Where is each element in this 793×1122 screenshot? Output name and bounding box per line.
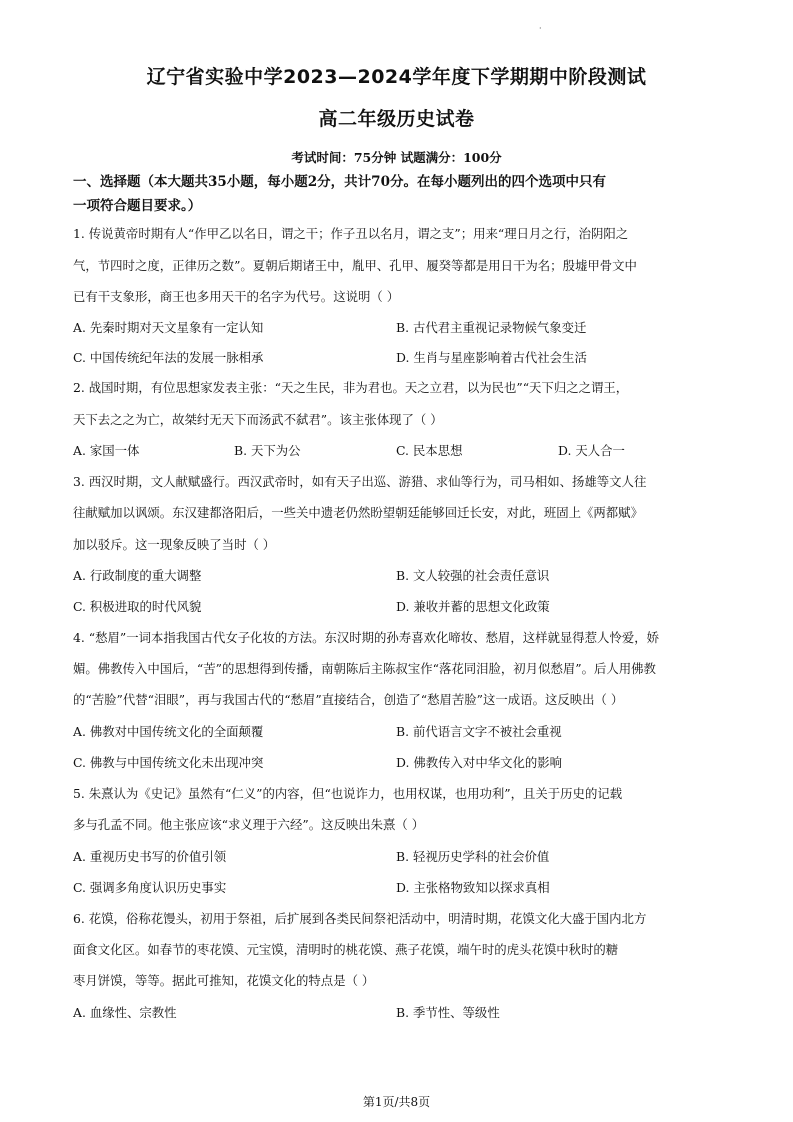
q2-option-d[interactable]: D. 天人合一 [558, 443, 625, 458]
q2-stem-line1: 2. 战国时期，有位思想家发表主张：“天之生民，非为君也。天之立君，以为民也”“天下归之之谓王， [73, 380, 629, 395]
q6-option-a[interactable]: A. 血缘性、宗教性 [73, 1005, 177, 1020]
q1-stem-line3: 已有干支象形，商王也多用天干的名字为代号。这说明（ ） [73, 289, 400, 304]
page-number: 第1页/共8页 [362, 1095, 431, 1109]
q1-stem-line2: 气，节四时之度，正律历之数”。夏朝后期诸王中，胤甲、孔甲、履癸等都是用日干为名；殷墟甲骨文中 [73, 258, 637, 273]
q4-option-a[interactable]: A. 佛教对中国传统文化的全面颠覆 [73, 724, 264, 739]
q1-option-b[interactable]: B. 古代君主重视记录物候气象变迁 [396, 320, 587, 335]
q5-option-d[interactable]: D. 主张格物致知以探求真相 [396, 880, 550, 895]
exam-title-line1: 辽宁省实验中学2023—2024学年度下学期期中阶段测试 [146, 66, 647, 88]
q5-option-a[interactable]: A. 重视历史书写的价值引领 [73, 849, 227, 864]
q1-option-a[interactable]: A. 先秦时期对天文星象有一定认知 [73, 320, 264, 335]
section-heading-line2: 一项符合题目要求。） [73, 198, 202, 214]
q3-stem-line2: 往献赋加以讽颂。东汉建都洛阳后，一些关中遗老仍然盼望朝廷能够回迁长安，对此，班固上《两都赋》 [73, 505, 643, 520]
q4-option-b[interactable]: B. 前代语言文字不被社会重视 [396, 724, 562, 739]
scan-speck: · [539, 24, 542, 33]
q3-option-d[interactable]: D. 兼收并蓄的思想文化政策 [396, 599, 550, 614]
q1-option-d[interactable]: D. 生肖与星座影响着古代社会生活 [396, 350, 587, 365]
q5-option-c[interactable]: C. 强调多角度认识历史事实 [73, 880, 227, 895]
q2-option-a[interactable]: A. 家国一体 [73, 443, 140, 458]
q2-stem-line2: 天下去之之为亡，故桀纣无天下而汤武不弑君”。该主张体现了（ ） [73, 412, 443, 427]
q4-option-c[interactable]: C. 佛教与中国传统文化未出现冲突 [73, 755, 264, 770]
q4-stem-line1: 4. “愁眉”一词本指我国古代女子化妆的方法。东汉时期的孙寿喜欢化啼妆、愁眉，这样就显得惹人怜爱，娇 [73, 630, 660, 645]
q1-option-c[interactable]: C. 中国传统纪年法的发展一脉相承 [73, 350, 264, 365]
q5-stem-line1: 5. 朱熹认为《史记》虽然有“仁义”的内容，但“也说诈力，也用权谋，也用功利”，且关于历史的记载 [73, 786, 623, 801]
q3-stem-line1: 3. 西汉时期，文人献赋盛行。西汉武帝时，如有天子出巡、游猎、求仙等行为，司马相如、扬雄等文人往 [73, 474, 647, 489]
q1-stem-line1: 1. 传说黄帝时期有人“作甲乙以名日，谓之干；作子丑以名月，谓之支”；用来“理日月之行，治阴阳之 [73, 226, 629, 241]
q6-stem-line3: 枣月饼馍，等等。据此可推知，花馍文化的特点是（ ） [73, 973, 375, 988]
q4-stem-line3: 的“苦脸”代替“泪眼”，再与我国古代的“愁眉”直接结合，创造了“愁眉苦脸”这一成语。这反映出（ ） [73, 692, 624, 707]
q6-option-b[interactable]: B. 季节性、等级性 [396, 1005, 500, 1020]
q5-option-b[interactable]: B. 轻视历史学科的社会价值 [396, 849, 550, 864]
q3-option-a[interactable]: A. 行政制度的重大调整 [73, 568, 202, 583]
q3-option-c[interactable]: C. 积极进取的时代风貌 [73, 599, 202, 614]
q3-stem-line3: 加以驳斥。这一现象反映了当时（ ） [73, 537, 276, 552]
q4-option-d[interactable]: D. 佛教传入对中华文化的影响 [396, 755, 563, 770]
q3-option-b[interactable]: B. 文人较强的社会责任意识 [396, 568, 550, 583]
exam-title-line2: 高二年级历史试卷 [318, 108, 475, 130]
q2-option-b[interactable]: B. 天下为公 [234, 443, 301, 458]
q6-stem-line1: 6. 花馍，俗称花馒头，初用于祭祖，后扩展到各类民间祭祀活动中，明清时期，花馍文化大盛于国内北方 [73, 911, 647, 926]
exam-info: 考试时间：75分钟 试题满分：100分 [291, 150, 502, 165]
section-heading-line1: 一、选择题（本大题共35小题，每小题2分，共计70分。在每小题列出的四个选项中只有 [73, 174, 606, 190]
q5-stem-line2: 多与孔孟不同。他主张应该“求义理于六经”。这反映出朱熹（ ） [73, 817, 425, 832]
q2-option-c[interactable]: C. 民本思想 [396, 443, 463, 458]
q6-stem-line2: 面食文化区。如春节的枣花馍、元宝馍，清明时的桃花馍、燕子花馍，端午时的虎头花馍中秋时的糖 [73, 942, 619, 957]
q4-stem-line2: 媚。佛教传入中国后，“苦”的思想得到传播，南朝陈后主陈叔宝作“落花同泪脸，初月似愁眉”。后人用佛教 [73, 661, 656, 676]
